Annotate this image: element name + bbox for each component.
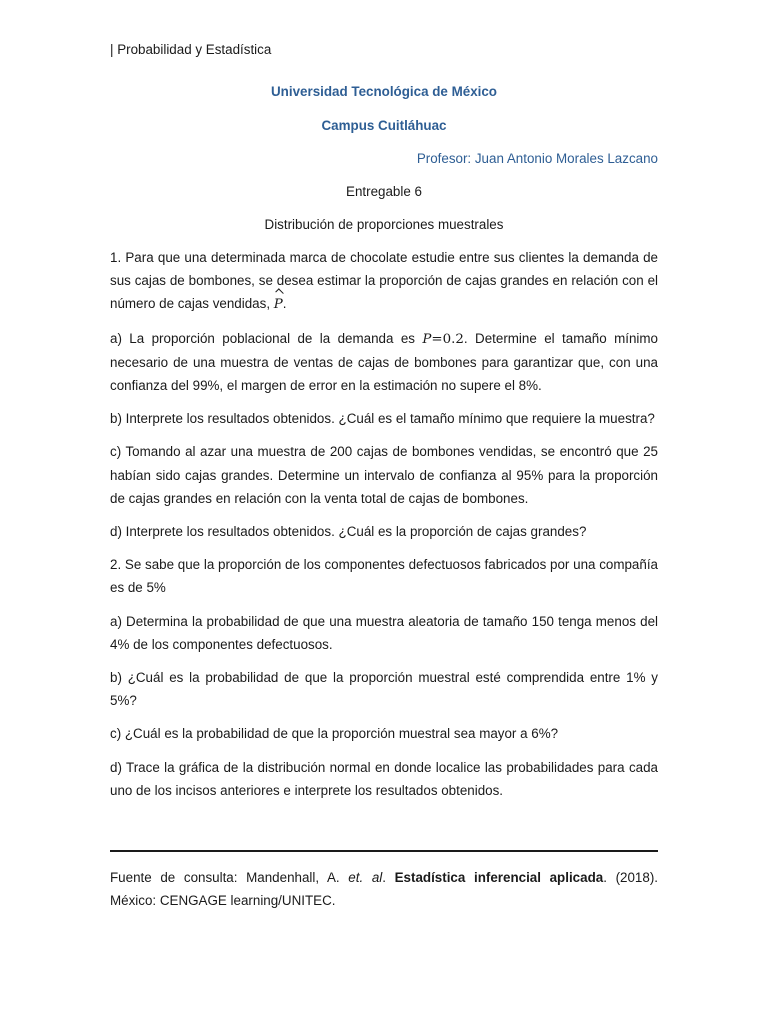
university-title: Universidad Tecnológica de México	[271, 84, 497, 99]
campus-title: Campus Cuitláhuac	[321, 118, 447, 133]
professor-name: Profesor: Juan Antonio Morales Lazcano	[416, 151, 658, 166]
footnote-divider	[110, 850, 658, 852]
question-2-intro: 2. Se sabe que la proporción de los componentes defectuosos fabricados por una compañía es de 5%	[110, 557, 658, 596]
math-value: =0.2	[431, 331, 464, 347]
question-1d: d) Interprete los resultados obtenidos. ¿Cuál es la proporción de cajas grandes?	[110, 524, 587, 540]
book-title: Estadística inferencial aplicada	[394, 870, 604, 885]
question-1c: c) Tomando al azar una muestra de 200 cajas de bombones vendidas, se encontró que 25 habían sido cajas grandes. Determine un intervalo de confianza al 95% para la proporción de cajas grandes en relación con la venta total de cajas de bombones.	[110, 444, 658, 506]
question-1b: b) Interprete los resultados obtenidos. ¿Cuál es el tamaño mínimo que requiere la muestra?	[110, 411, 655, 427]
question-1-intro: 1. Para que una determinada marca de chocolate estudie entre sus clientes la demanda de sus cajas de bombones, se desea estimar la proporción de cajas grandes en relación con el número de cajas vendidas, P.	[110, 246, 658, 317]
question-2a: a) Determina la probabilidad de que una muestra aleatoria de tamaño 150 tenga menos del 4% de los componentes defectuosos.	[110, 613, 658, 652]
math-variable: P	[422, 331, 432, 347]
question-2d: d) Trace la gráfica de la distribución normal en donde localice las probabilidades para cada uno de los incisos anteriores e interprete los resultados obtenidos.	[110, 759, 658, 798]
page-header: | Probabilidad y Estadística	[110, 42, 272, 57]
source-reference: Fuente de consulta: Mandenhall, A. et. al. Estadística inferencial aplicada. (2018). México: CENGAGE learning/UNITEC.	[110, 870, 658, 908]
et-al-text: et. al	[348, 870, 383, 885]
document-body	[110, 246, 658, 812]
deliverable-title: Entregable 6	[346, 184, 422, 199]
question-1a: a) La proporción poblacional de la demanda es P=0.2. Determine el tamaño mínimo necesario de una muestra de ventas de cajas de bombones para garantizar que, con una confianza del 99%, el margen de error en la estimación no supere el 8%.	[110, 330, 659, 394]
subject-title: Distribución de proporciones muestrales	[264, 217, 504, 232]
p-hat-symbol: P	[274, 293, 283, 316]
question-2c: c) ¿Cuál es la probabilidad de que la proporción muestral sea mayor a 6%?	[110, 726, 559, 742]
question-2b: b) ¿Cuál es la probabilidad de que la proporción muestral esté comprendida entre 1% y 5%?	[110, 670, 658, 709]
